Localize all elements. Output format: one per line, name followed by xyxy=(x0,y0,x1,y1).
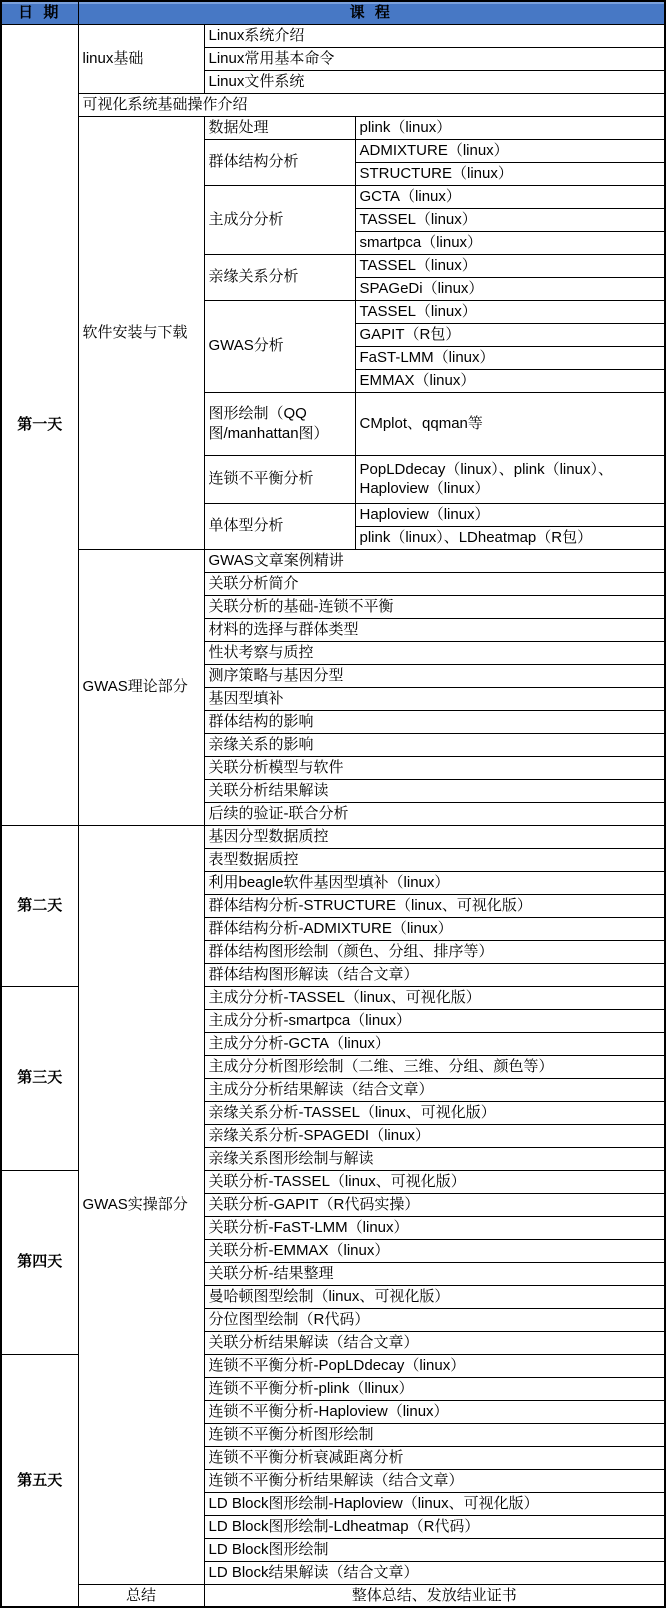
software-cell: plink（linux） xyxy=(355,116,665,139)
day-4-label: 第四天 xyxy=(1,1170,78,1354)
course-item-cell: 后续的验证-联合分析 xyxy=(204,802,665,825)
software-cell: PopLDdecay（linux）、plink（linux）、Haploview（linux） xyxy=(355,455,665,503)
course-item-cell: 关联分析结果解读 xyxy=(204,779,665,802)
software-cell: GCTA（linux） xyxy=(355,185,665,208)
course-item-cell: 主成分分析-smartpca（linux） xyxy=(204,1009,665,1032)
course-item-cell: 基因分型数据质控 xyxy=(204,825,665,848)
software-cell: ADMIXTURE（linux） xyxy=(355,139,665,162)
table-row xyxy=(1,24,665,47)
subcategory-cell: 数据处理 xyxy=(204,116,355,139)
subcategory-cell: 图形绘制（QQ图/manhattan图） xyxy=(204,392,355,455)
course-item-cell: 可视化系统基础操作介绍 xyxy=(78,93,665,116)
date-header: 日 期 xyxy=(1,1,78,24)
software-cell: smartpca（linux） xyxy=(355,231,665,254)
summary-content-cell: 整体总结、发放结业证书 xyxy=(204,1584,665,1607)
day-3-label: 第三天 xyxy=(1,986,78,1170)
course-item-cell: 连锁不平衡分析结果解读（结合文章） xyxy=(204,1469,665,1492)
summary-label-cell: 总结 xyxy=(78,1584,204,1607)
table-row xyxy=(1,549,665,572)
category-cell: 软件安装与下载 xyxy=(78,116,204,549)
subcategory-cell: 群体结构分析 xyxy=(204,139,355,185)
course-item-cell: 连锁不平衡分析图形绘制 xyxy=(204,1423,665,1446)
course-item-cell: 群体结构图形解读（结合文章） xyxy=(204,963,665,986)
subcategory-cell: 连锁不平衡分析 xyxy=(204,455,355,503)
course-item-cell: 连锁不平衡分析-Haploview（linux） xyxy=(204,1400,665,1423)
course-item-cell: 亲缘关系的影响 xyxy=(204,733,665,756)
course-item-cell: 关联分析-EMMAX（linux） xyxy=(204,1239,665,1262)
course-item-cell: 利用beagle软件基因型填补（linux） xyxy=(204,871,665,894)
course-item-cell: 关联分析-TASSEL（linux、可视化版） xyxy=(204,1170,665,1193)
category-cell: linux基础 xyxy=(78,24,204,93)
course-item-cell: 亲缘关系分析-TASSEL（linux、可视化版） xyxy=(204,1101,665,1124)
course-header: 课 程 xyxy=(78,1,665,24)
course-item-cell: 亲缘关系图形绘制与解读 xyxy=(204,1147,665,1170)
course-item-cell: 分位图型绘制（R代码） xyxy=(204,1308,665,1331)
table-row xyxy=(1,93,665,116)
course-item-cell: 主成分分析结果解读（结合文章） xyxy=(204,1078,665,1101)
table-row xyxy=(1,1584,665,1607)
course-item-cell: 群体结构图形绘制（颜色、分组、排序等） xyxy=(204,940,665,963)
course-item-cell: 主成分分析图形绘制（二维、三维、分组、颜色等） xyxy=(204,1055,665,1078)
course-item-cell: 主成分分析-GCTA（linux） xyxy=(204,1032,665,1055)
software-cell: GAPIT（R包） xyxy=(355,323,665,346)
category-cell: GWAS理论部分 xyxy=(78,549,204,825)
software-cell: STRUCTURE（linux） xyxy=(355,162,665,185)
course-item-cell: 主成分分析-TASSEL（linux、可视化版） xyxy=(204,986,665,1009)
subcategory-cell: 亲缘关系分析 xyxy=(204,254,355,300)
course-item-cell: 关联分析的基础-连锁不平衡 xyxy=(204,595,665,618)
software-cell: plink（linux）、LDheatmap（R包） xyxy=(355,526,665,549)
category-cell: GWAS实操部分 xyxy=(78,825,204,1584)
course-item-cell: 连锁不平衡分析衰减距离分析 xyxy=(204,1446,665,1469)
course-item-cell: 群体结构分析-ADMIXTURE（linux） xyxy=(204,917,665,940)
course-item-cell: 曼哈顿图型绘制（linux、可视化版） xyxy=(204,1285,665,1308)
course-table-body xyxy=(1,1,665,1607)
course-item-cell: 连锁不平衡分析-plink（llinux） xyxy=(204,1377,665,1400)
course-item-cell: 群体结构分析-STRUCTURE（linux、可视化版） xyxy=(204,894,665,917)
course-item-cell: 材料的选择与群体类型 xyxy=(204,618,665,641)
day-1-label: 第一天 xyxy=(1,24,78,825)
course-item-cell: 基因型填补 xyxy=(204,687,665,710)
course-item-cell: 群体结构的影响 xyxy=(204,710,665,733)
course-item-cell: LD Block图形绘制-Haploview（linux、可视化版） xyxy=(204,1492,665,1515)
course-item-cell: Linux系统介绍 xyxy=(204,24,665,47)
course-item-cell: 关联分析结果解读（结合文章） xyxy=(204,1331,665,1354)
course-item-cell: 亲缘关系分析-SPAGEDI（linux） xyxy=(204,1124,665,1147)
course-item-cell: 表型数据质控 xyxy=(204,848,665,871)
subcategory-cell: 主成分分析 xyxy=(204,185,355,254)
software-cell: TASSEL（linux） xyxy=(355,300,665,323)
software-cell: FaST-LMM（linux） xyxy=(355,346,665,369)
course-item-cell: 关联分析-GAPIT（R代码实操） xyxy=(204,1193,665,1216)
software-cell: CMplot、qqman等 xyxy=(355,392,665,455)
course-item-cell: Linux常用基本命令 xyxy=(204,47,665,70)
table-row xyxy=(1,116,665,139)
software-cell: Haploview（linux） xyxy=(355,503,665,526)
course-item-cell: 关联分析-FaST-LMM（linux） xyxy=(204,1216,665,1239)
subcategory-cell: 单体型分析 xyxy=(204,503,355,549)
course-item-cell: 关联分析-结果整理 xyxy=(204,1262,665,1285)
software-cell: SPAGeDi（linux） xyxy=(355,277,665,300)
course-item-cell: 关联分析模型与软件 xyxy=(204,756,665,779)
software-cell: TASSEL（linux） xyxy=(355,208,665,231)
day-2-label: 第二天 xyxy=(1,825,78,986)
day-5-label: 第五天 xyxy=(1,1354,78,1607)
subcategory-cell: GWAS分析 xyxy=(204,300,355,392)
course-item-cell: LD Block结果解读（结合文章） xyxy=(204,1561,665,1584)
course-item-cell: 性状考察与质控 xyxy=(204,641,665,664)
table-row xyxy=(1,825,665,848)
course-item-cell: Linux文件系统 xyxy=(204,70,665,93)
course-item-cell: 关联分析简介 xyxy=(204,572,665,595)
course-item-cell: LD Block图形绘制 xyxy=(204,1538,665,1561)
course-item-cell: 连锁不平衡分析-PopLDdecay（linux） xyxy=(204,1354,665,1377)
course-item-cell: LD Block图形绘制-Ldheatmap（R代码） xyxy=(204,1515,665,1538)
software-cell: TASSEL（linux） xyxy=(355,254,665,277)
software-cell: EMMAX（linux） xyxy=(355,369,665,392)
course-item-cell: GWAS文章案例精讲 xyxy=(204,549,665,572)
course-item-cell: 测序策略与基因分型 xyxy=(204,664,665,687)
table-row xyxy=(1,1,665,24)
